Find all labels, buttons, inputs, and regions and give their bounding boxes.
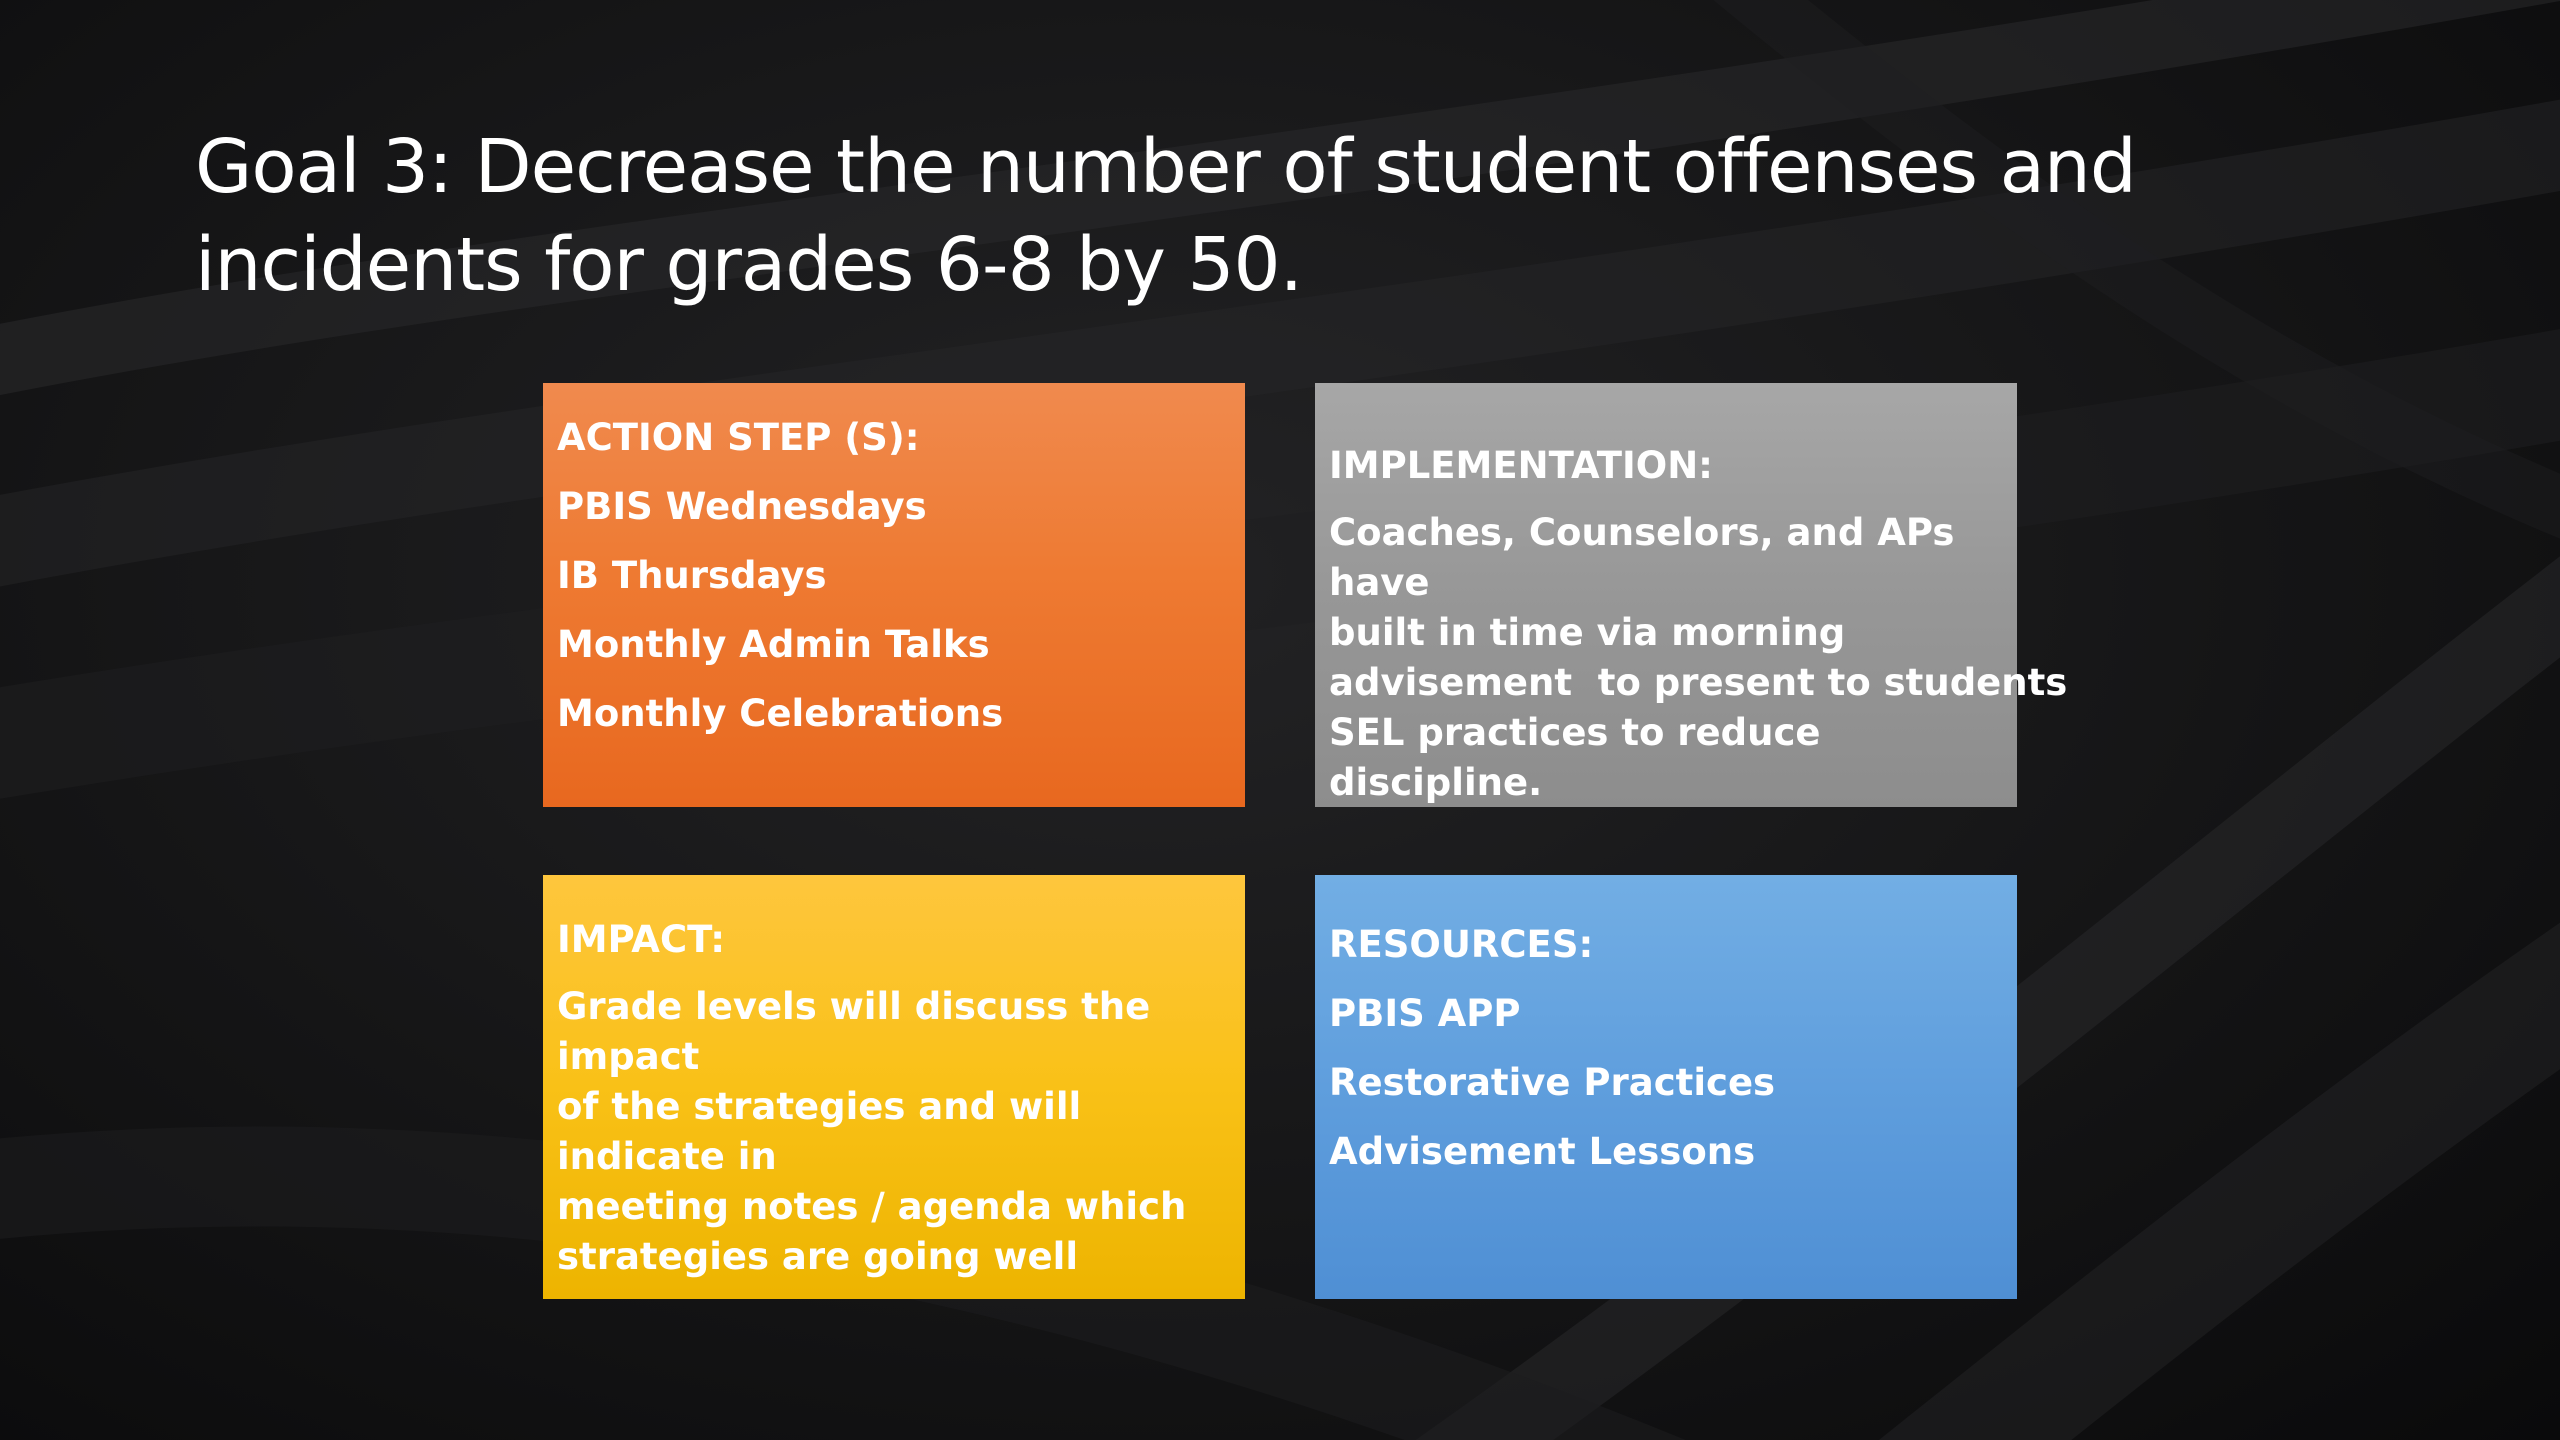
impact-box — [543, 875, 1245, 1299]
title-line-1: Goal 3: Decrease the number of student offenses and — [195, 124, 2136, 210]
impact-heading: IMPACT: — [557, 918, 726, 961]
implementation-heading: IMPLEMENTATION: — [1329, 444, 1713, 487]
action-step-item: Monthly Celebrations — [557, 692, 1004, 735]
implementation-text — [1329, 508, 2068, 808]
resources-item: PBIS APP — [1329, 992, 1521, 1035]
impact-line: of the strategies and will indicate in — [557, 1085, 1082, 1178]
implementation-line: built in time via morning — [1329, 611, 1846, 654]
resources-box — [1315, 875, 2017, 1299]
action-step-item: Monthly Admin Talks — [557, 623, 990, 666]
impact-line: Grade levels will discuss the impact — [557, 985, 1151, 1078]
resources-heading: RESOURCES: — [1329, 923, 1594, 966]
action-step-heading: ACTION STEP (S): — [557, 416, 920, 459]
implementation-box — [1315, 383, 2068, 807]
action-step-item: IB Thursdays — [557, 554, 827, 597]
title-line-2: incidents for grades 6-8 by 50. — [195, 222, 1303, 308]
action-step-item: PBIS Wednesdays — [557, 485, 927, 528]
impact-line: strategies are going well — [557, 1235, 1078, 1278]
impact-line: meeting notes / agenda which — [557, 1185, 1187, 1228]
resources-item: Advisement Lessons — [1329, 1130, 1756, 1173]
slide-title — [195, 118, 2395, 314]
implementation-line: Coaches, Counselors, and APs have — [1329, 511, 1955, 604]
resources-item: Restorative Practices — [1329, 1061, 1776, 1104]
implementation-line: advisement to present to students — [1329, 661, 2068, 704]
impact-text — [557, 982, 1231, 1282]
action-step-box — [543, 383, 1245, 807]
implementation-line: SEL practices to reduce discipline. — [1329, 711, 1821, 804]
